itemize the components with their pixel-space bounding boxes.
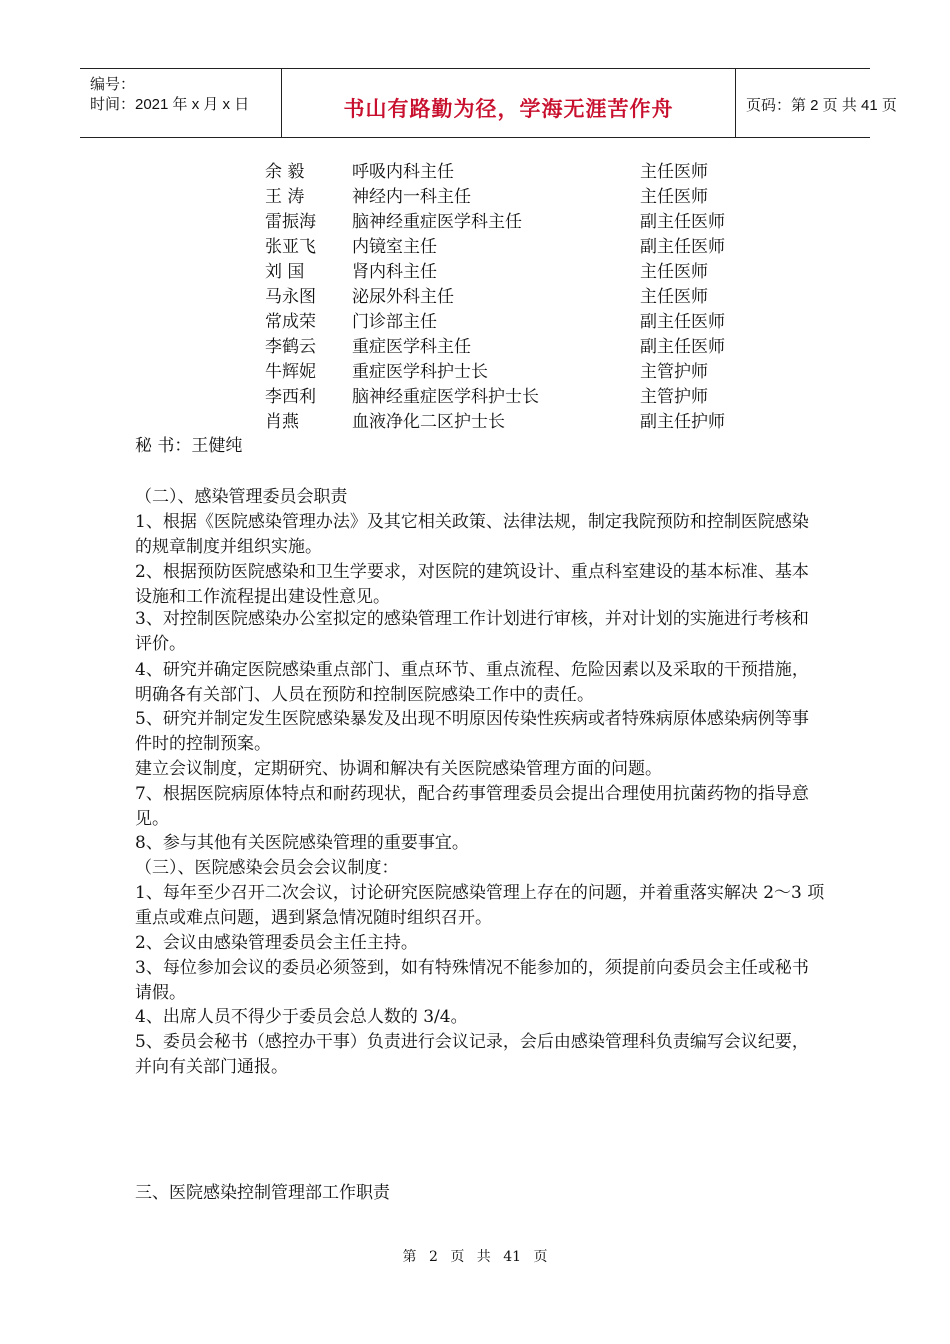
member-dept: 重症医学科主任 bbox=[352, 337, 471, 357]
meeting-rule: 4、出席人员不得少于委员会总人数的 3/4。 bbox=[135, 1007, 468, 1027]
member-name: 常成荣 bbox=[265, 312, 316, 332]
member-dept: 脑神经重症医学科主任 bbox=[352, 212, 522, 232]
roster-row bbox=[265, 360, 765, 385]
meeting-rule: 1、每年至少召开二次会议，讨论研究医院感染管理上存在的问题，并着重落实解决 2～3 项重点或难点问题，遇到紧急情况随时组织召开。 bbox=[135, 883, 825, 928]
duty-item: 8、参与其他有关医院感染管理的重要事宜。 bbox=[135, 833, 469, 853]
date-label: 时间：2021 年 x 月 x 日 bbox=[90, 96, 250, 113]
roster-row bbox=[265, 210, 765, 235]
member-dept: 脑神经重症医学科护士长 bbox=[352, 387, 539, 407]
member-name: 李鹤云 bbox=[265, 337, 316, 357]
meeting-rule: 3、每位参加会议的委员必须签到，如有特殊情况不能参加的，须提前向委员会主任或秘书请假。 bbox=[135, 958, 809, 1003]
footer-text: 共 bbox=[476, 1249, 491, 1265]
member-dept: 血液净化二区护士长 bbox=[352, 412, 505, 432]
member-dept: 呼吸内科主任 bbox=[352, 162, 454, 182]
member-dept: 泌尿外科主任 bbox=[352, 287, 454, 307]
secretary-line: 秘 书：王健纯 bbox=[135, 436, 243, 456]
section-heading: 三、医院感染控制管理部工作职责 bbox=[135, 1183, 390, 1203]
footer-page-total: 41 bbox=[503, 1249, 522, 1265]
roster-row bbox=[265, 385, 765, 410]
member-title: 副主任医师 bbox=[640, 337, 725, 357]
member-name: 雷振海 bbox=[265, 212, 316, 232]
roster-row bbox=[265, 310, 765, 335]
section-2-title: （二）、感染管理委员会职责 bbox=[135, 487, 348, 507]
member-title: 副主任医师 bbox=[640, 312, 725, 332]
footer-page-number: 2 bbox=[428, 1249, 438, 1265]
member-title: 主任医师 bbox=[640, 187, 708, 207]
member-dept: 重症医学科护士长 bbox=[352, 362, 488, 382]
section-3-title: （三）、医院感染会员会会议制度： bbox=[135, 858, 399, 878]
member-name: 马永图 bbox=[265, 287, 316, 307]
member-title: 副主任护师 bbox=[640, 412, 725, 432]
roster-row bbox=[265, 235, 765, 260]
number-label: 编号： bbox=[90, 76, 136, 93]
header-motto-cell bbox=[282, 69, 736, 137]
meeting-rule: 5、委员会秘书（感控办干事）负责进行会议记录，会后由感染管理科负责编写会议纪要，并向有关部门通报。 bbox=[135, 1032, 809, 1077]
member-name: 李西利 bbox=[265, 387, 316, 407]
duty-item: 5、研究并制定发生医院感染暴发及出现不明原因传染性疾病或者特殊病原体感染病例等事件时的控制预案。 bbox=[135, 709, 809, 754]
member-dept: 门诊部主任 bbox=[352, 312, 437, 332]
duty-item: 1、根据《医院感染管理办法》及其它相关政策、法律法规，制定我院预防和控制医院感染的规章制度并组织实施。 bbox=[135, 512, 809, 557]
duty-item: 建立会议制度，定期研究、协调和解决有关医院感染管理方面的问题。 bbox=[135, 759, 662, 779]
roster-row bbox=[265, 335, 765, 360]
member-roster bbox=[265, 160, 765, 435]
meeting-rule: 2、会议由感染管理委员会主任主持。 bbox=[135, 933, 418, 953]
motto: 书山有路勤为径，学海无涯苦作舟 bbox=[343, 97, 674, 121]
roster-row bbox=[265, 160, 765, 185]
footer-text: 页 bbox=[450, 1249, 465, 1265]
member-name: 肖燕 bbox=[265, 412, 299, 432]
member-title: 副主任医师 bbox=[640, 212, 725, 232]
page-info: 页码：第 2 页 共 41 页 bbox=[746, 97, 897, 114]
header-page-cell bbox=[736, 69, 897, 137]
member-title: 主任医师 bbox=[640, 162, 708, 182]
member-name: 牛辉妮 bbox=[265, 362, 316, 382]
member-title: 主管护师 bbox=[640, 387, 708, 407]
member-title: 副主任医师 bbox=[640, 237, 725, 257]
duty-item: 4、研究并确定医院感染重点部门、重点环节、重点流程、危险因素以及采取的干预措施，明确各有关部门、人员在预防和控制医院感染工作中的责任。 bbox=[135, 660, 809, 705]
duty-item: 3、对控制医院感染办公室拟定的感染管理工作计划进行审核，并对计划的实施进行考核和评价。 bbox=[135, 609, 809, 654]
page-footer bbox=[0, 1246, 950, 1266]
member-title: 主任医师 bbox=[640, 287, 708, 307]
member-dept: 肾内科主任 bbox=[352, 262, 437, 282]
footer-text: 第 bbox=[402, 1249, 417, 1265]
member-title: 主管护师 bbox=[640, 362, 708, 382]
member-name: 刘 国 bbox=[265, 262, 305, 282]
roster-row bbox=[265, 285, 765, 310]
page-header bbox=[80, 68, 897, 138]
member-title: 主任医师 bbox=[640, 262, 708, 282]
duty-item: 2、根据预防医院感染和卫生学要求，对医院的建筑设计、重点科室建设的基本标准、基本设施和工作流程提出建设性意见。 bbox=[135, 562, 809, 607]
roster-row bbox=[265, 185, 765, 210]
member-name: 张亚飞 bbox=[265, 237, 316, 257]
member-name: 余 毅 bbox=[265, 162, 305, 182]
duty-item: 7、根据医院病原体特点和耐药现状，配合药事管理委员会提出合理使用抗菌药物的指导意见。 bbox=[135, 784, 809, 829]
member-dept: 内镜室主任 bbox=[352, 237, 437, 257]
roster-row bbox=[265, 260, 765, 285]
footer-text: 页 bbox=[533, 1249, 548, 1265]
header-meta bbox=[80, 69, 282, 137]
member-name: 王 涛 bbox=[265, 187, 305, 207]
roster-row bbox=[265, 410, 765, 435]
member-dept: 神经内一科主任 bbox=[352, 187, 471, 207]
